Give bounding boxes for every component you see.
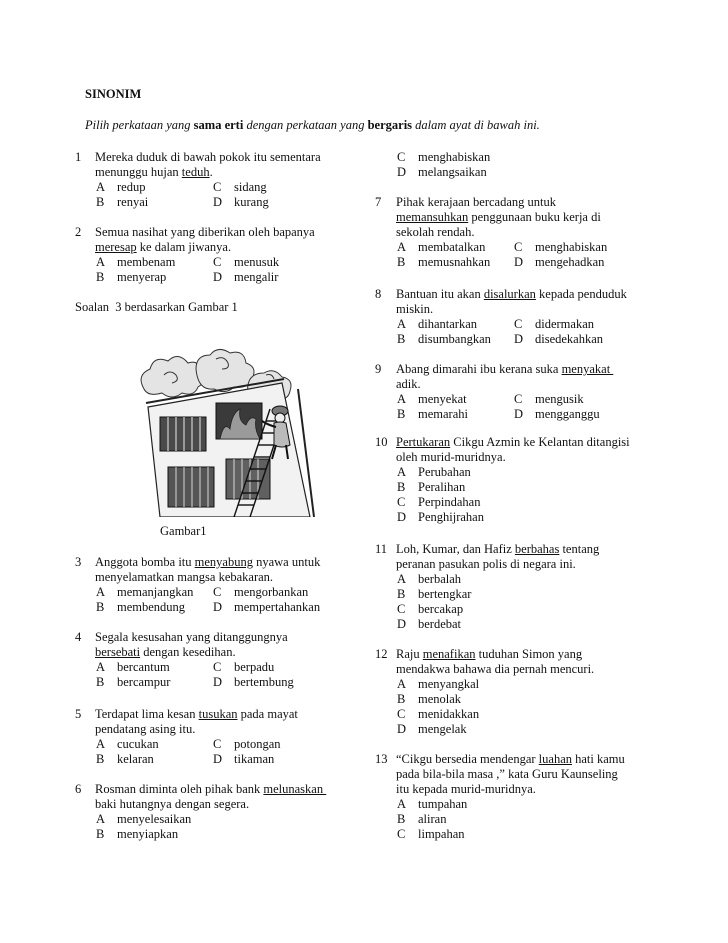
stem-text: baki hutangnya dengan segera. xyxy=(95,797,250,811)
answer-option xyxy=(213,752,274,767)
question-number: 13 xyxy=(375,752,388,766)
option-letter: C xyxy=(213,660,222,674)
option-letter: C xyxy=(213,255,222,269)
figure-reference-note: Soalan 3 berdasarkan Gambar 1 xyxy=(75,300,238,314)
stem-text: pada bila-bila masa ,” kata Guru Kaunseling xyxy=(396,767,618,781)
answer-option xyxy=(397,332,491,347)
option-text: menyekat xyxy=(418,392,467,406)
option-letter: B xyxy=(397,332,406,346)
answer-option xyxy=(96,585,193,600)
option-text: mengelak xyxy=(418,722,467,736)
answer-option xyxy=(397,495,480,510)
option-letter: C xyxy=(213,737,222,751)
question-stem-line xyxy=(396,557,576,572)
option-text: mengalir xyxy=(234,270,279,284)
stem-text: Cikgu Azmin ke Kelantan ditangisi xyxy=(450,435,630,449)
option-text: menghabiskan xyxy=(418,150,491,164)
option-text: renyai xyxy=(117,195,149,209)
question-stem-line xyxy=(396,377,421,392)
question-stem-line xyxy=(396,752,625,767)
answer-option xyxy=(397,797,467,812)
question-stem-line xyxy=(95,240,231,255)
option-text: mengganggu xyxy=(535,407,600,421)
option-letter: C xyxy=(397,495,406,509)
answer-option xyxy=(213,195,269,210)
question-stem-line xyxy=(396,435,630,450)
stem-text: tuduhan Simon yang xyxy=(475,647,583,661)
instruction-bold: sama erti xyxy=(193,118,244,132)
answer-option xyxy=(96,675,170,690)
answer-option xyxy=(397,827,465,842)
stem-text: menunggu hujan xyxy=(95,165,182,179)
stem-text: Raju xyxy=(396,647,423,661)
smoke-cloud xyxy=(141,356,203,397)
option-letter: C xyxy=(213,585,222,599)
stem-text: Loh, Kumar, dan Hafiz xyxy=(396,542,515,556)
answer-option xyxy=(96,255,175,270)
stem-text: adik. xyxy=(396,377,421,391)
answer-option xyxy=(514,255,604,270)
answer-option xyxy=(397,707,479,722)
option-text: Perubahan xyxy=(418,465,471,479)
question-stem-line xyxy=(396,225,474,240)
instruction-part: dalam ayat di bawah ini. xyxy=(412,118,540,132)
underlined-word: tusukan xyxy=(198,707,238,721)
stem-text: peranan pasukan polis di negara ini. xyxy=(396,557,576,571)
answer-option xyxy=(397,465,471,480)
option-text: bercakap xyxy=(418,602,464,616)
underlined-word: bersebati xyxy=(95,645,141,659)
question-stem-line xyxy=(95,225,315,240)
option-text: berdebat xyxy=(418,617,462,631)
option-text: memarahi xyxy=(418,407,468,421)
option-text: disumbangkan xyxy=(418,332,491,346)
question-number: 7 xyxy=(375,195,382,209)
stem-text: ke dalam jiwanya. xyxy=(136,240,232,254)
stem-text: mendakwa bahawa dia pernah mencuri. xyxy=(396,662,595,676)
option-letter: D xyxy=(397,722,407,736)
question-number: 2 xyxy=(75,225,82,239)
question-number: 1 xyxy=(75,150,82,164)
stem-text: Pihak kerajaan bercadang untuk xyxy=(396,195,557,209)
option-letter: B xyxy=(397,255,406,269)
stem-text: nyawa untuk xyxy=(252,555,321,569)
option-letter: A xyxy=(96,180,106,194)
option-letter: A xyxy=(96,812,106,826)
stem-text: Bantuan itu akan xyxy=(396,287,484,301)
option-letter: A xyxy=(397,797,407,811)
option-text: melangsaikan xyxy=(418,165,487,179)
question-number: 12 xyxy=(375,647,388,661)
option-text: menyiapkan xyxy=(117,827,179,841)
underlined-word: disalurkan xyxy=(483,287,536,301)
option-letter: A xyxy=(397,572,407,586)
stem-text: tentang xyxy=(559,542,600,556)
option-text: berpadu xyxy=(234,660,275,674)
option-letter: D xyxy=(514,332,524,346)
option-letter: C xyxy=(213,180,222,194)
option-letter: C xyxy=(397,827,406,841)
question-stem-line xyxy=(95,707,298,722)
option-text: mengehadkan xyxy=(535,255,605,269)
stem-text: “Cikgu bersedia mendengar xyxy=(396,752,539,766)
option-text: kelaran xyxy=(117,752,154,766)
option-letter: D xyxy=(213,600,223,614)
question-stem-line xyxy=(95,150,321,165)
option-text: kurang xyxy=(234,195,269,209)
question-number: 10 xyxy=(375,435,388,449)
answer-option xyxy=(397,407,468,422)
underlined-word: meresap xyxy=(95,240,137,254)
answer-option xyxy=(397,722,467,737)
figure-caption: Gambar1 xyxy=(160,524,207,538)
instruction-bold: bergaris xyxy=(367,118,413,132)
question-stem-line xyxy=(396,782,536,797)
option-letter: D xyxy=(213,752,223,766)
answer-option xyxy=(213,585,308,600)
option-letter: B xyxy=(397,812,406,826)
answer-option xyxy=(514,392,584,407)
answer-option xyxy=(96,180,145,195)
option-text: menidakkan xyxy=(418,707,480,721)
option-text: membendung xyxy=(117,600,186,614)
question-number: 8 xyxy=(375,287,382,301)
question-number: 6 xyxy=(75,782,82,796)
option-letter: A xyxy=(397,677,407,691)
stem-text: sekolah rendah. xyxy=(396,225,475,239)
option-text: mengorbankan xyxy=(234,585,309,599)
answer-option xyxy=(397,572,461,587)
stem-text: pada mayat xyxy=(237,707,298,721)
answer-option xyxy=(96,270,166,285)
option-letter: B xyxy=(96,270,105,284)
question-stem-line xyxy=(95,570,273,585)
answer-option xyxy=(514,332,603,347)
option-text: membatalkan xyxy=(418,240,486,254)
answer-option xyxy=(397,480,465,495)
option-text: limpahan xyxy=(418,827,465,841)
underlined-word: menyakat xyxy=(561,362,614,376)
option-text: cucukan xyxy=(117,737,159,751)
option-letter: B xyxy=(96,752,105,766)
option-letter: A xyxy=(397,392,407,406)
stem-text: penggunaan buku kerja di xyxy=(468,210,601,224)
question-stem-line xyxy=(95,722,195,737)
option-text: bertembung xyxy=(234,675,294,689)
option-letter: D xyxy=(213,675,223,689)
option-text: sidang xyxy=(234,180,267,194)
option-text: bercampur xyxy=(117,675,171,689)
answer-option xyxy=(397,392,467,407)
option-text: Perpindahan xyxy=(418,495,481,509)
option-letter: A xyxy=(397,317,407,331)
answer-option xyxy=(96,827,178,842)
option-text: disedekahkan xyxy=(535,332,604,346)
option-text: menghabiskan xyxy=(535,240,608,254)
question-number: 11 xyxy=(375,542,388,556)
option-text: bercantum xyxy=(117,660,170,674)
stem-text: . xyxy=(209,165,213,179)
question-stem-line xyxy=(396,662,594,677)
option-letter: A xyxy=(397,465,407,479)
stem-text: Anggota bomba itu xyxy=(95,555,195,569)
option-letter: B xyxy=(397,587,406,601)
option-letter: B xyxy=(96,600,105,614)
question-stem-line xyxy=(95,645,236,660)
option-text: aliran xyxy=(418,812,447,826)
answer-option xyxy=(397,317,477,332)
answer-option xyxy=(397,255,490,270)
option-letter: C xyxy=(514,392,523,406)
answer-option xyxy=(397,587,471,602)
option-text: potongan xyxy=(234,737,281,751)
option-letter: B xyxy=(397,692,406,706)
lower-left-window xyxy=(168,467,214,507)
answer-option xyxy=(96,195,148,210)
underlined-word: Pertukaran xyxy=(396,435,451,449)
option-letter: A xyxy=(96,660,106,674)
option-text: Penghijrahan xyxy=(418,510,484,524)
option-text: tumpahan xyxy=(418,797,468,811)
stem-text: hati kamu xyxy=(572,752,625,766)
underlined-word: luahan xyxy=(538,752,572,766)
stem-text: Semua nasihat yang diberikan oleh bapanya xyxy=(95,225,315,239)
option-text: didermakan xyxy=(535,317,595,331)
instruction-part: dengan perkataan yang xyxy=(243,118,368,132)
gambar-1-illustration xyxy=(130,345,322,517)
answer-option xyxy=(213,255,279,270)
underlined-word: memansuhkan xyxy=(396,210,469,224)
answer-option xyxy=(213,737,281,752)
question-stem-line xyxy=(396,210,601,225)
answer-option xyxy=(96,752,154,767)
answer-option xyxy=(397,602,463,617)
question-number: 5 xyxy=(75,707,82,721)
option-text: menusuk xyxy=(234,255,280,269)
instruction-text xyxy=(85,118,540,133)
option-letter: B xyxy=(397,480,406,494)
option-text: berbalah xyxy=(418,572,462,586)
option-text: mengusik xyxy=(535,392,584,406)
option-letter: D xyxy=(213,270,223,284)
answer-option xyxy=(397,240,485,255)
answer-option xyxy=(397,677,479,692)
answer-option xyxy=(213,675,294,690)
option-text: membenam xyxy=(117,255,176,269)
question-stem-line xyxy=(95,797,249,812)
stem-text: Terdapat lima kesan xyxy=(95,707,199,721)
option-text: memusnahkan xyxy=(418,255,491,269)
question-stem-line xyxy=(396,450,506,465)
question-number: 4 xyxy=(75,630,82,644)
stem-text: kepada penduduk xyxy=(535,287,627,301)
option-letter: A xyxy=(96,737,106,751)
answer-option xyxy=(96,737,159,752)
answer-option xyxy=(213,180,267,195)
answer-option xyxy=(514,407,600,422)
answer-option xyxy=(213,600,320,615)
option-text: memanjangkan xyxy=(117,585,194,599)
question-number: 3 xyxy=(75,555,82,569)
option-letter: A xyxy=(96,585,106,599)
underlined-word: melunaskan xyxy=(263,782,327,796)
stem-text: itu kepada murid-muridnya. xyxy=(396,782,536,796)
underlined-word: menafikan xyxy=(422,647,476,661)
option-text: bertengkar xyxy=(418,587,472,601)
question-stem-line xyxy=(95,630,288,645)
option-text: redup xyxy=(117,180,146,194)
stem-text: miskin. xyxy=(396,302,434,316)
option-letter: C xyxy=(514,317,523,331)
question-stem-line xyxy=(396,287,627,302)
underlined-word: teduh xyxy=(181,165,210,179)
option-text: menyangkal xyxy=(418,677,480,691)
question-stem-line xyxy=(396,195,556,210)
question-stem-line xyxy=(396,647,582,662)
stem-text: Segala kesusahan yang ditanggungnya xyxy=(95,630,288,644)
option-text: tikaman xyxy=(234,752,275,766)
option-letter: A xyxy=(96,255,106,269)
option-text: menolak xyxy=(418,692,462,706)
option-letter: B xyxy=(96,195,105,209)
stem-text: Abang dimarahi ibu kerana suka xyxy=(396,362,562,376)
option-letter: D xyxy=(397,510,407,524)
question-stem-line xyxy=(396,767,618,782)
option-text: dihantarkan xyxy=(418,317,478,331)
answer-option xyxy=(514,317,594,332)
upper-left-window xyxy=(160,417,206,451)
answer-option xyxy=(397,692,461,707)
stem-text: menyelamatkan mangsa kebakaran. xyxy=(95,570,274,584)
answer-option xyxy=(96,812,191,827)
answer-option xyxy=(397,617,461,632)
answer-option xyxy=(397,150,490,165)
answer-option xyxy=(514,240,607,255)
option-letter: D xyxy=(397,165,407,179)
option-text: Peralihan xyxy=(418,480,466,494)
section-title: SINONIM xyxy=(85,87,142,101)
question-stem-line xyxy=(95,782,326,797)
option-letter: B xyxy=(96,827,105,841)
question-stem-line xyxy=(95,165,213,180)
question-stem-line xyxy=(396,542,599,557)
answer-option xyxy=(213,660,274,675)
option-letter: D xyxy=(397,617,407,631)
option-letter: B xyxy=(397,407,406,421)
answer-option xyxy=(213,270,278,285)
option-letter: D xyxy=(213,195,223,209)
option-letter: D xyxy=(514,407,524,421)
answer-option xyxy=(96,600,185,615)
option-letter: D xyxy=(514,255,524,269)
burning-window xyxy=(216,403,262,439)
question-stem-line xyxy=(396,302,433,317)
option-letter: A xyxy=(397,240,407,254)
stem-text: dengan kesedihan. xyxy=(140,645,236,659)
question-stem-line xyxy=(95,555,320,570)
answer-option xyxy=(397,165,487,180)
stem-text: oleh murid-muridnya. xyxy=(396,450,506,464)
option-letter: C xyxy=(397,602,406,616)
question-number: 9 xyxy=(375,362,382,376)
instruction-part: Pilih perkataan yang xyxy=(85,118,194,132)
answer-option xyxy=(397,510,484,525)
option-text: mempertahankan xyxy=(234,600,321,614)
option-letter: C xyxy=(514,240,523,254)
stem-text: pendatang asing itu. xyxy=(95,722,196,736)
underlined-word: berbahas xyxy=(514,542,560,556)
option-text: menyelesaikan xyxy=(117,812,192,826)
underlined-word: menyabung xyxy=(194,555,253,569)
question-stem-line xyxy=(396,362,613,377)
option-letter: C xyxy=(397,707,406,721)
answer-option xyxy=(397,812,446,827)
answer-option xyxy=(96,660,170,675)
stem-text: Rosman diminta oleh pihak bank xyxy=(95,782,264,796)
option-letter: B xyxy=(96,675,105,689)
option-letter: C xyxy=(397,150,406,164)
stem-text: Mereka duduk di bawah pokok itu sementara xyxy=(95,150,321,164)
option-text: menyerap xyxy=(117,270,167,284)
